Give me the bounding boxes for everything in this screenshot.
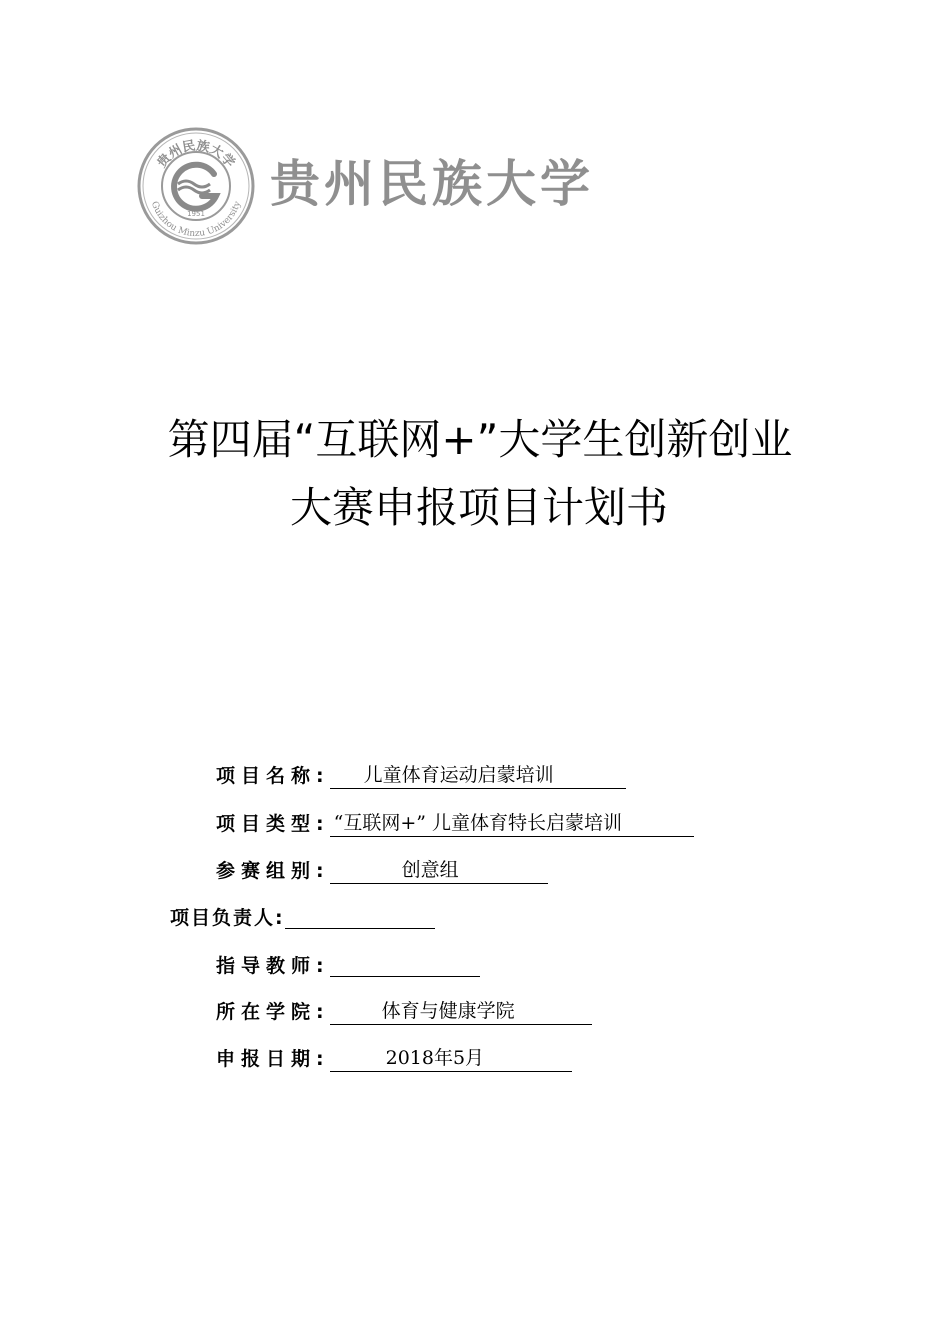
- project-type-label: 项目类型:: [216, 813, 330, 835]
- college-label: 所在学院:: [216, 1001, 330, 1023]
- project-type-value: “互联网+” 儿童体育特长启蒙培训: [330, 811, 694, 837]
- seal-year: 1951: [187, 210, 205, 218]
- form-row-college: [216, 999, 592, 1025]
- leader-label: 项目负责人:: [170, 907, 285, 929]
- college-value: 体育与健康学院: [330, 999, 592, 1025]
- project-name-label: 项目名称:: [216, 765, 330, 787]
- form-row-advisor: [216, 953, 480, 979]
- leader-value: [285, 905, 435, 929]
- form-row-project-name: [216, 763, 626, 789]
- document-title-line-1: 第四届“互联网+”大学生创新创业: [167, 415, 793, 464]
- seal-top-text: 贵州民族大学: [154, 138, 238, 171]
- form-row-date: [216, 1046, 572, 1072]
- seal-bottom-text: Guizhou Minzu University: [148, 200, 244, 240]
- date-label: 申报日期:: [216, 1048, 330, 1070]
- form-row-group: [216, 858, 548, 884]
- project-name-value: 儿童体育运动启蒙培训: [330, 763, 626, 789]
- form-row-leader: [170, 905, 435, 931]
- university-logo: [136, 126, 594, 246]
- university-name: 贵州民族大学: [270, 154, 594, 213]
- form-row-project-type: [216, 811, 694, 837]
- university-seal-icon: [136, 126, 256, 246]
- date-value: 2018年5月: [330, 1046, 572, 1072]
- group-label: 参赛组别:: [216, 860, 330, 882]
- advisor-label: 指导教师:: [216, 955, 330, 977]
- document-title-line-2: 大赛申报项目计划书: [289, 483, 668, 532]
- group-value: 创意组: [330, 858, 548, 884]
- advisor-value: [330, 953, 480, 977]
